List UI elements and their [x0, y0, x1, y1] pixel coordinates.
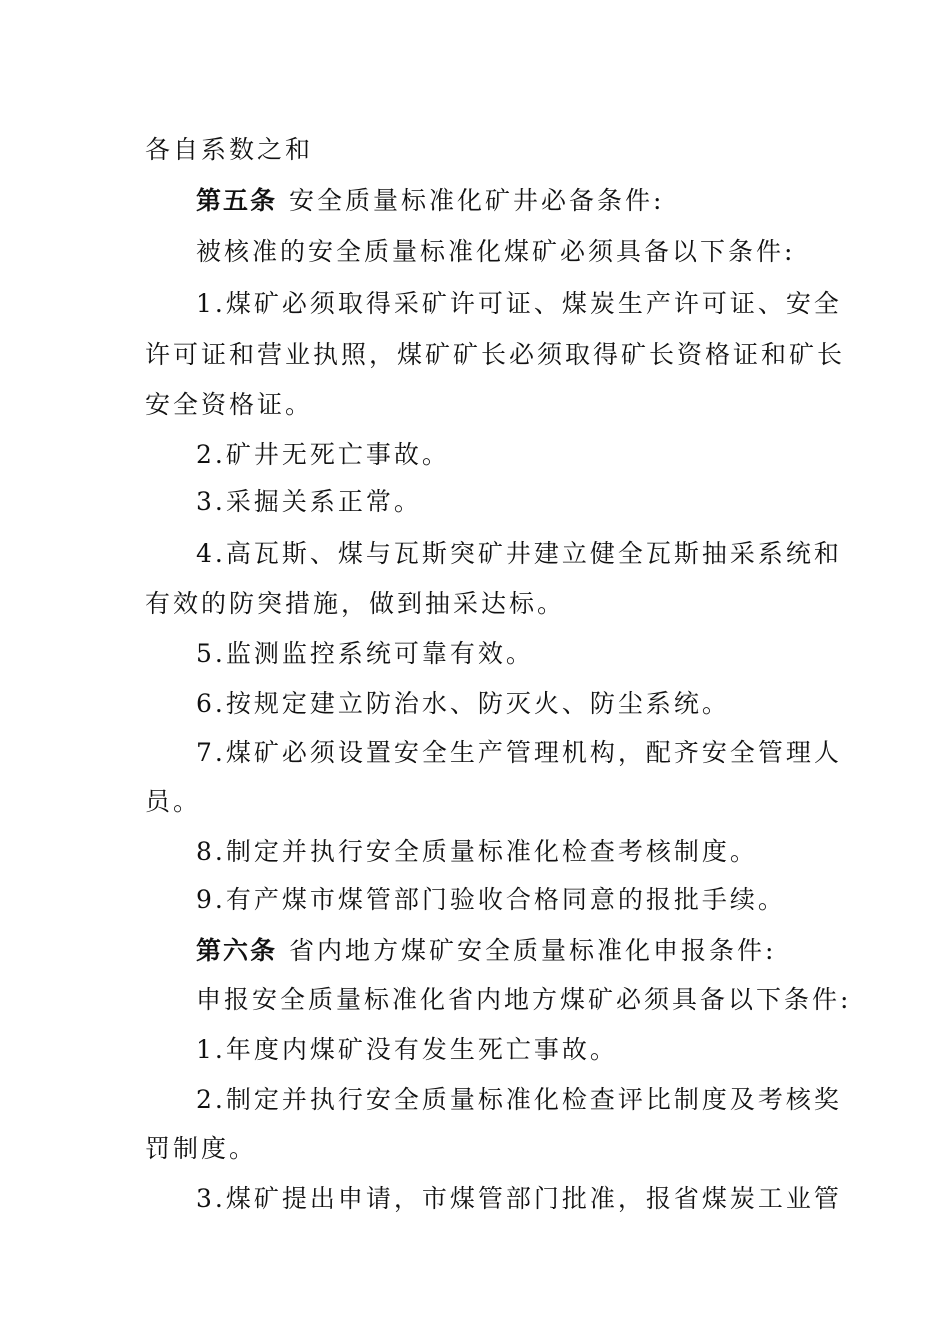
article-heading: 第六条	[196, 936, 278, 965]
list-item: 8.制定并执行安全质量标准化检查考核制度。	[196, 837, 758, 866]
text-line: 许可证和营业执照，煤矿矿长必须取得矿长资格证和矿长	[145, 340, 846, 369]
list-item: 7.煤矿必须设置安全生产管理机构，配齐安全管理人	[196, 738, 842, 767]
article-title: 安全质量标准化矿井必备条件:	[289, 186, 665, 215]
article-five-line	[196, 181, 664, 221]
article-six-line	[196, 931, 776, 971]
list-item: 3.采掘关系正常。	[196, 487, 422, 516]
list-item: 6.按规定建立防治水、防灭火、防尘系统。	[196, 689, 730, 718]
text-line: 申报安全质量标准化省内地方煤矿必须具备以下条件:	[196, 985, 852, 1014]
list-item: 3.煤矿提出申请，市煤管部门批准，报省煤炭工业管	[196, 1184, 842, 1213]
text-line: 有效的防突措施，做到抽采达标。	[145, 589, 566, 618]
list-item: 5.监测监控系统可靠有效。	[196, 639, 534, 668]
article-heading: 第五条	[196, 186, 278, 215]
article-title: 省内地方煤矿安全质量标准化申报条件:	[289, 936, 777, 965]
list-item: 4.高瓦斯、煤与瓦斯突矿井建立健全瓦斯抽采系统和	[196, 539, 842, 568]
list-item: 9.有产煤市煤管部门验收合格同意的报批手续。	[196, 885, 786, 914]
list-item: 2.制定并执行安全质量标准化检查评比制度及考核奖	[196, 1085, 842, 1114]
text-line: 安全资格证。	[145, 390, 314, 419]
text-line: 被核准的安全质量标准化煤矿必须具备以下条件:	[196, 237, 796, 266]
text-line: 各自系数之和	[145, 135, 314, 164]
list-item: 2.矿井无死亡事故。	[196, 440, 450, 469]
text-line: 员。	[145, 787, 202, 816]
list-item: 1.煤矿必须取得采矿许可证、煤炭生产许可证、安全	[196, 289, 842, 318]
text-line: 罚制度。	[145, 1134, 258, 1163]
list-item: 1.年度内煤矿没有发生死亡事故。	[196, 1035, 618, 1064]
